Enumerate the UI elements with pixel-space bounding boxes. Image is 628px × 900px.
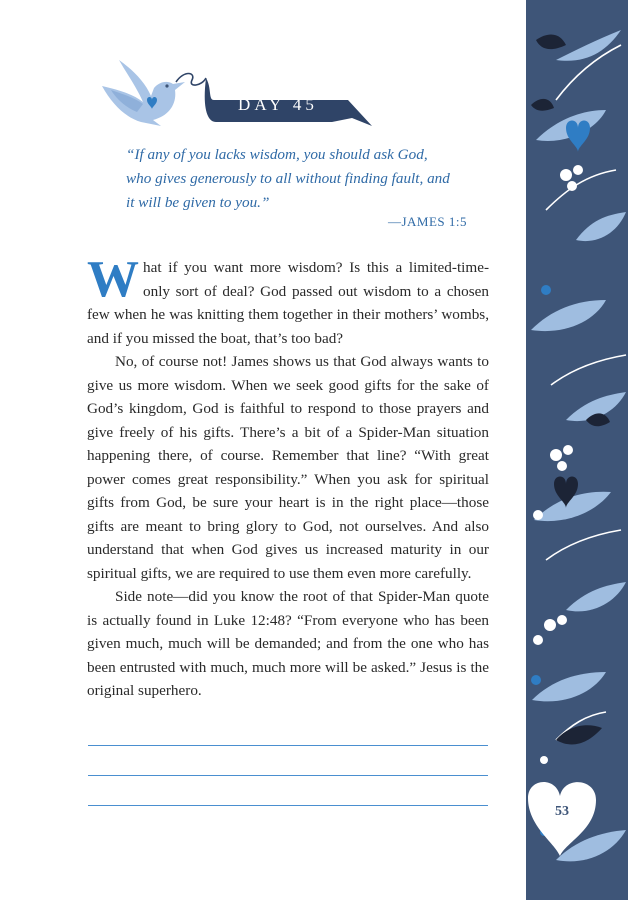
writing-line[interactable] [88, 805, 488, 806]
flower-icon [533, 165, 583, 764]
dot-icon [531, 285, 551, 836]
verse-line: it will be given to you.” [126, 194, 270, 211]
paragraph: Side note—did you know the root of that Spider-Man quote is actually found in Luke 12:48? “From everyone who has been given much, much will be demanded; and from the one who has been entrusted with much, much more will be asked.” Jesus is the original superhero. [87, 588, 489, 699]
writing-line[interactable] [88, 775, 488, 776]
paragraph-text: hat if you want more wisdom? Is this a limited-time-only sort of deal? God passed out wisdom to a chosen few when he was knitting them together in their mothers’ wombs, and if you missed the boat, that’s too bad? [87, 259, 489, 347]
drop-cap: W [87, 251, 139, 308]
vine-icon [546, 45, 626, 740]
scripture-reference: —JAMES 1:5 [387, 214, 467, 229]
paragraph: No, of course not! James shows us that God always wants to give us more wisdom. When we seek good gifts for the sake of God’s kingdom, God is faithful to respond to those prayers and give freely of his gifts. There’s a bit of a Spider-Man situation happening there, of course. Remember that line? “With great power comes great responsibility.” When you ask for spiritual gifts from God, be sure your heart is in the right place—those gifts are meant to bring glory to God, not ourselves. And also understand that when God gives us increased maturity in our spiritual gifts, we are required to use them even more carefully. [87, 353, 489, 582]
devotional-body [87, 251, 489, 703]
scripture-quote [126, 143, 486, 215]
day-label: DAY 45 [238, 95, 318, 114]
verse-line: “If any of you lacks wisdom, you should ask God, [126, 146, 428, 163]
decorative-sidebar [526, 0, 628, 900]
writing-line[interactable] [88, 745, 488, 746]
floral-pattern [526, 0, 628, 900]
dark-leaf-icon [531, 35, 610, 745]
paragraph [87, 251, 489, 350]
verse-line: who gives generously to all without finding fault, and [126, 170, 450, 187]
page-number: 53 [555, 804, 569, 819]
